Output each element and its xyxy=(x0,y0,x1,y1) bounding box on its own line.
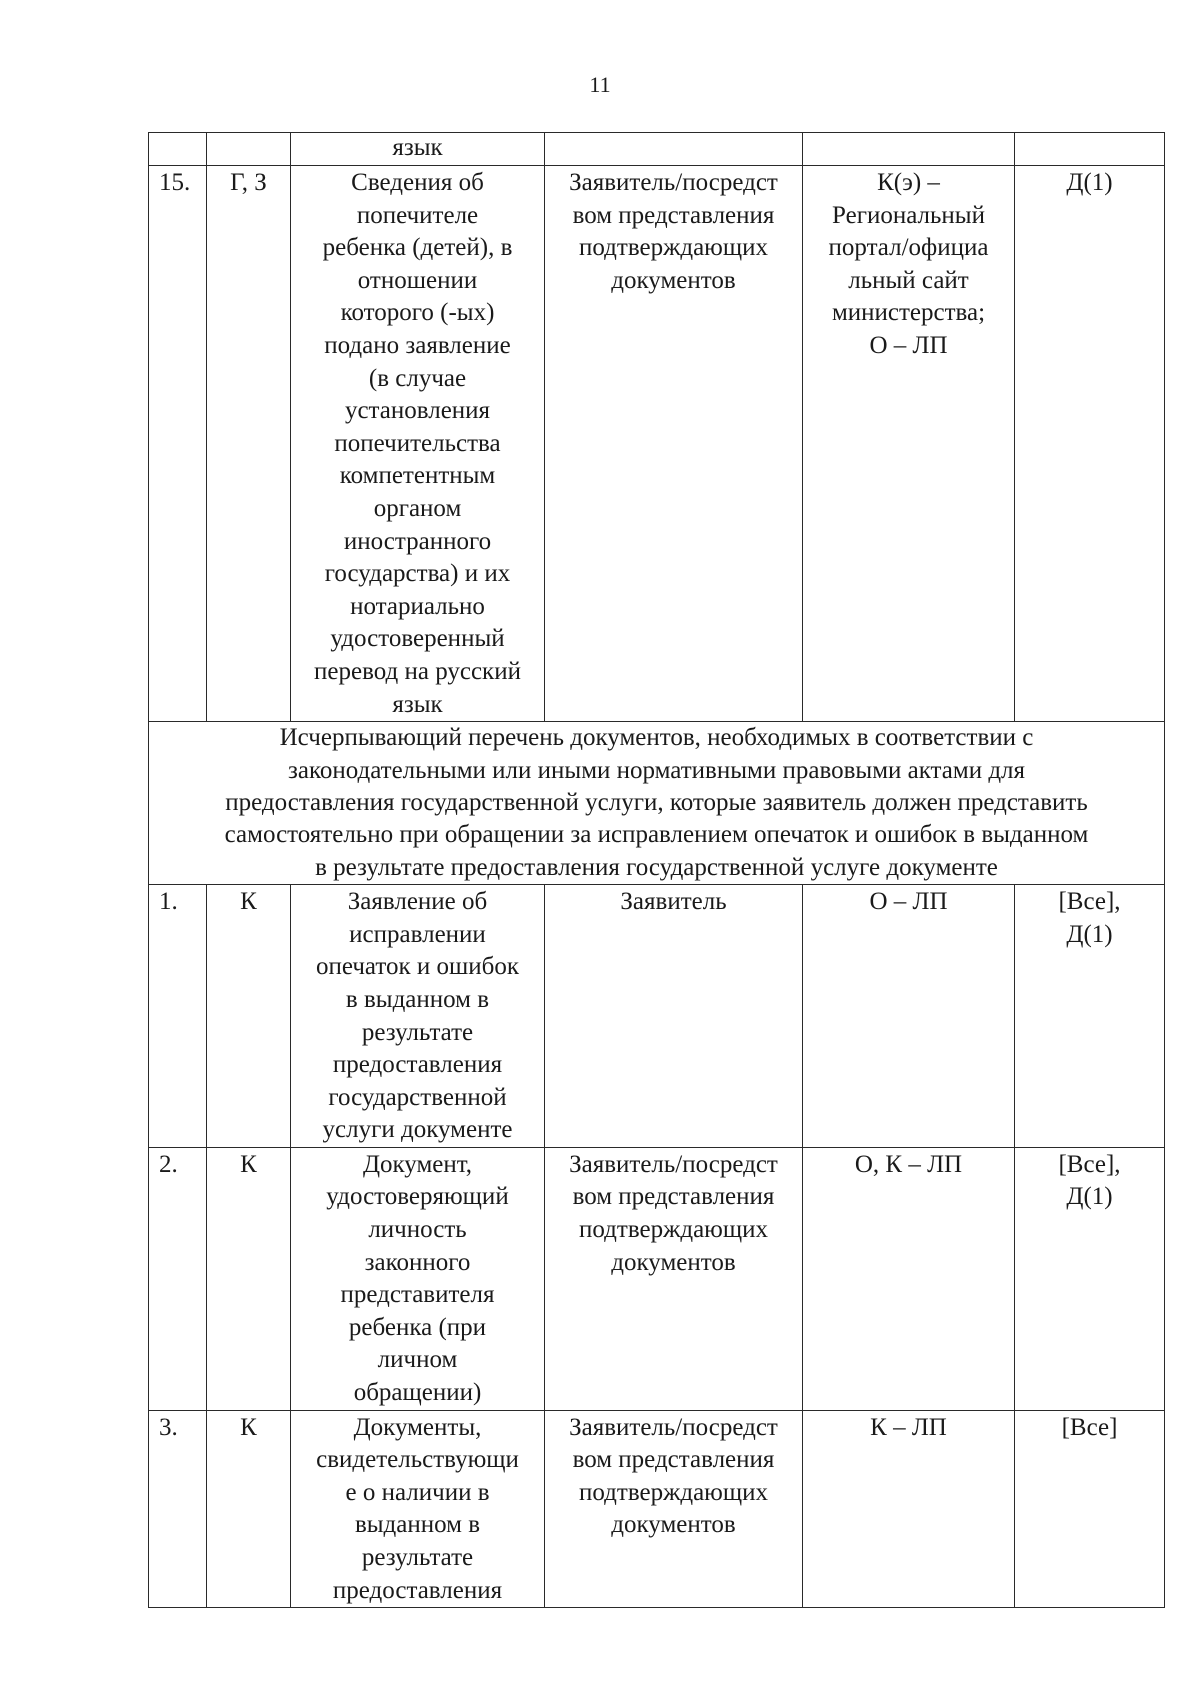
row-number-cell xyxy=(149,133,207,166)
submission-method-cell xyxy=(803,1147,1015,1410)
text-line: предоставления xyxy=(332,1576,503,1604)
text-line: льный сайт xyxy=(848,266,969,294)
applicability-cell xyxy=(1015,1147,1165,1410)
text-line: нотариально xyxy=(350,592,485,620)
text-line: попечительства xyxy=(334,429,501,457)
applicability-cell xyxy=(1015,1410,1165,1608)
submitter-cell xyxy=(545,1410,803,1608)
text-line: вом представления xyxy=(572,1183,775,1211)
text-line: законного xyxy=(364,1248,471,1276)
documents-table xyxy=(148,132,1165,1608)
text-line: е о наличии в xyxy=(345,1478,490,1506)
text-line: ребенка (при xyxy=(348,1313,487,1341)
text-line: исправлении xyxy=(349,920,486,948)
text-line: попечителе xyxy=(356,201,479,229)
text-line: удостоверенный xyxy=(330,625,505,653)
category-cell: Г, З xyxy=(207,166,291,722)
text-line: министерства; xyxy=(831,299,986,327)
text-line: личность xyxy=(368,1216,467,1244)
category-cell xyxy=(207,133,291,166)
text-line: Документы, xyxy=(353,1413,482,1441)
text-line: вом представления xyxy=(572,1446,775,1474)
text-line: ребенка (детей), в xyxy=(322,234,513,262)
text-line: документов xyxy=(611,1511,736,1539)
table-row-1 xyxy=(149,885,1165,1148)
text-line: которого (-ых) xyxy=(340,299,495,327)
text-line: [Все] xyxy=(1061,1413,1118,1441)
applicability-cell xyxy=(1015,885,1165,1148)
text-line: перевод на русский xyxy=(314,657,521,685)
text-line: выданном в xyxy=(354,1511,481,1539)
text-line: Заявитель/посредст xyxy=(569,169,778,196)
text-line: самостоятельно при обращении за исправлением опечаток и ошибок в выданном xyxy=(224,821,1089,849)
text-line: Д(1) xyxy=(1066,1183,1113,1211)
text-line: органом xyxy=(373,494,462,522)
text-line: [Все], xyxy=(1058,888,1121,916)
text-line: в результате предоставления государственной услуге документе xyxy=(315,853,998,881)
section-heading-row xyxy=(149,722,1165,885)
text-line: удостоверяющий xyxy=(326,1183,509,1211)
text-line: в выданном в xyxy=(345,985,490,1013)
text-line: Заявитель/посредст xyxy=(569,1150,778,1178)
text-line: опечаток и ошибок xyxy=(316,953,519,981)
text-line: Исчерпывающий перечень документов, необходимых в соответствии с xyxy=(279,724,1034,752)
text-line: личном xyxy=(377,1346,458,1374)
submitter-cell xyxy=(545,885,803,1148)
submission-method-cell xyxy=(803,885,1015,1148)
text-line: установления xyxy=(344,397,491,425)
document-name-cell xyxy=(291,885,545,1148)
page-number: 11 xyxy=(589,72,611,97)
category-cell: К xyxy=(207,885,291,1148)
text-line: язык xyxy=(392,134,443,161)
applicability-cell xyxy=(1015,133,1165,166)
text-line: Региональный xyxy=(832,201,985,229)
submission-method-cell xyxy=(803,133,1015,166)
row-number-cell: 2. xyxy=(149,1147,207,1410)
text-line: О – ЛП xyxy=(869,888,948,916)
text-line: подтверждающих xyxy=(579,234,768,262)
text-line: Заявитель/посредст xyxy=(569,1413,778,1441)
text-line: К(э) – xyxy=(877,169,940,196)
text-line: государственной xyxy=(328,1083,507,1111)
text-line: Сведения об xyxy=(351,169,484,196)
text-line: законодательными или иными нормативными правовыми актами для xyxy=(287,756,1026,784)
text-line: иностранного xyxy=(343,527,492,555)
row-number-cell: 3. xyxy=(149,1410,207,1608)
text-line: язык xyxy=(392,690,443,718)
document-name-cell xyxy=(291,166,545,722)
text-line: подтверждающих xyxy=(579,1478,768,1506)
table-row-2 xyxy=(149,1147,1165,1410)
text-line: О, К – ЛП xyxy=(854,1150,963,1178)
text-line: представителя xyxy=(340,1281,495,1309)
category-cell: К xyxy=(207,1410,291,1608)
table-row-15 xyxy=(149,166,1165,722)
submission-method-cell xyxy=(803,1410,1015,1608)
text-line: портал/официа xyxy=(828,234,989,262)
text-line: [Все], xyxy=(1058,1150,1121,1178)
section-heading xyxy=(149,722,1165,885)
text-line: подано заявление xyxy=(324,331,511,359)
text-line: документов xyxy=(611,266,736,294)
submission-method-cell xyxy=(803,166,1015,722)
text-line: результате xyxy=(361,1018,474,1046)
category-cell: К xyxy=(207,1147,291,1410)
text-line: обращении) xyxy=(353,1379,482,1407)
table-row-3 xyxy=(149,1410,1165,1608)
text-line: Заявитель xyxy=(620,888,727,916)
text-line: документов xyxy=(611,1248,736,1276)
text-line: подтверждающих xyxy=(579,1216,768,1244)
text-line: Заявление об xyxy=(347,888,488,916)
submitter-cell xyxy=(545,166,803,722)
text-line: К – ЛП xyxy=(870,1413,947,1441)
applicability-cell xyxy=(1015,166,1165,722)
text-line: государства) и их xyxy=(324,560,511,588)
text-line: О – ЛП xyxy=(869,331,948,359)
text-line: Д(1) xyxy=(1066,920,1113,948)
document-name-cell xyxy=(291,1410,545,1608)
text-line: Д(1) xyxy=(1066,169,1113,196)
text-line: результате xyxy=(361,1544,474,1571)
text-line: предоставления xyxy=(332,1051,503,1079)
table-row-continuation xyxy=(149,133,1165,166)
text-line: компетентным xyxy=(339,462,496,490)
row-number-cell: 15. xyxy=(149,166,207,722)
text-line: услуги документе xyxy=(322,1116,513,1144)
document-name-cell xyxy=(291,133,545,166)
text-line: предоставления государственной услуги, которые заявитель должен представить xyxy=(225,788,1088,816)
text-line: Документ, xyxy=(362,1150,473,1178)
submitter-cell xyxy=(545,133,803,166)
text-line: свидетельствующи xyxy=(316,1446,519,1474)
text-line: вом представления xyxy=(572,201,775,229)
document-name-cell xyxy=(291,1147,545,1410)
text-line: отношении xyxy=(357,266,478,294)
submitter-cell xyxy=(545,1147,803,1410)
row-number-cell: 1. xyxy=(149,885,207,1148)
text-line: (в случае xyxy=(368,364,467,392)
